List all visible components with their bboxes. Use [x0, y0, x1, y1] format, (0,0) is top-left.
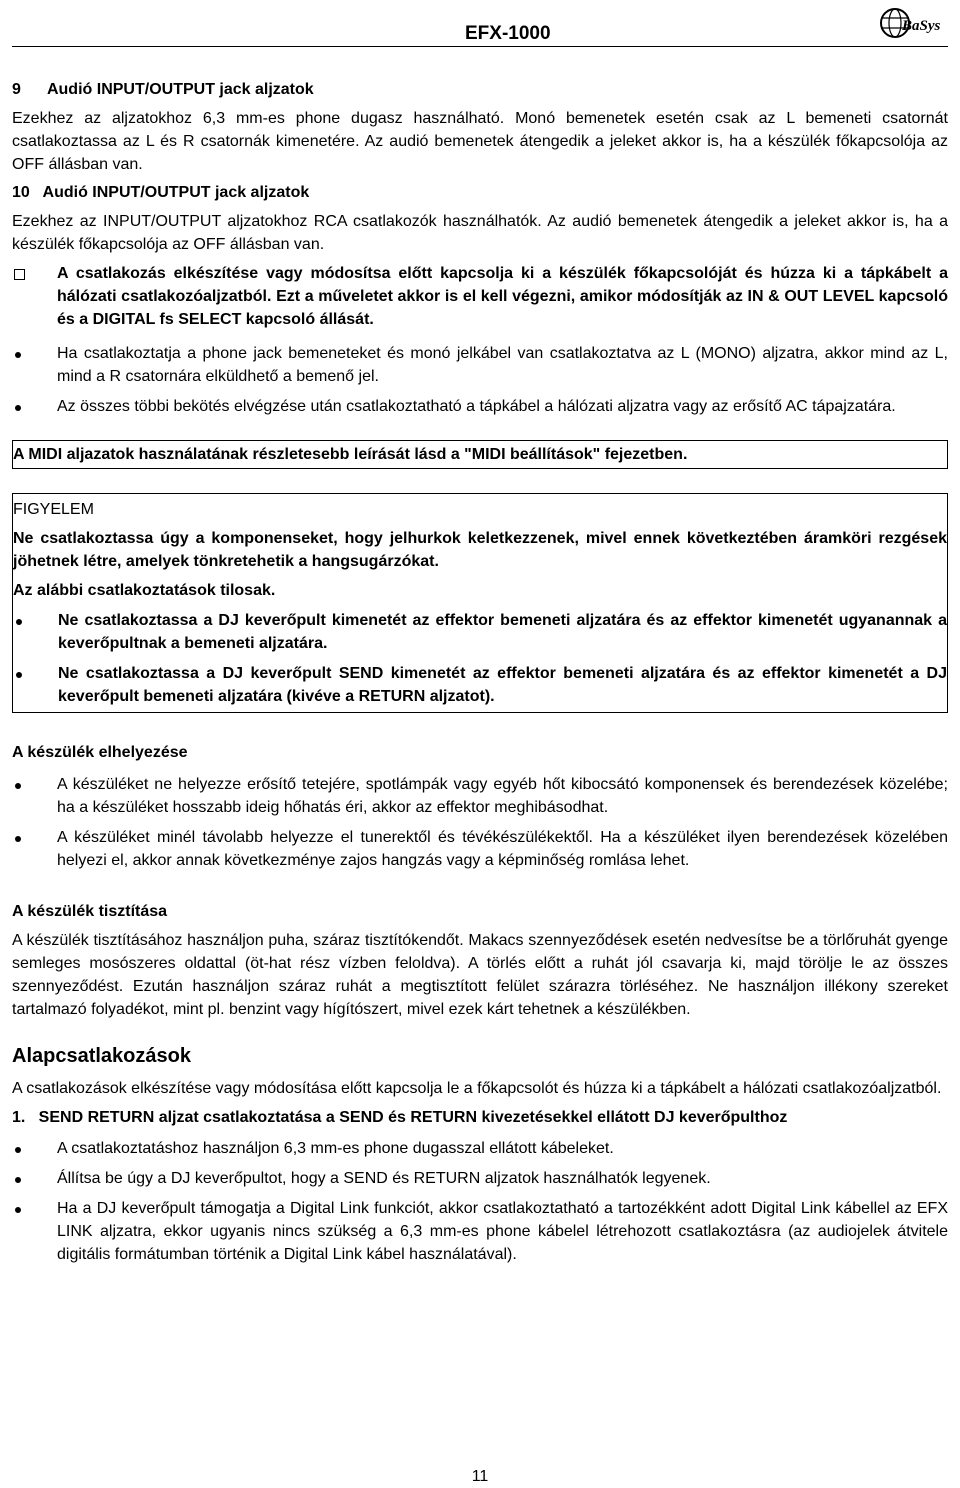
section-10-title: 10 Audió INPUT/OUTPUT jack aljzatok [12, 184, 310, 201]
list-item-text: Ne csatlakoztassa a DJ keverőpult SEND kimenetét az effektor bemeneti aljzatára és az effektor kimenetét a DJ keverőpult bemeneti aljzatára (kivéve a RETURN aljzatot). [58, 665, 947, 705]
bullet-icon [15, 783, 21, 789]
bullet-icon [15, 352, 21, 358]
square-bullet-icon [14, 269, 25, 280]
bullet-icon [15, 405, 21, 411]
list-item [13, 662, 947, 708]
warning-subtitle: Az alábbi csatlakoztatások tilosak. [13, 582, 276, 599]
list-item-text: Állítsa be úgy a DJ keverőpultot, hogy a SEND és RETURN aljzatok használhatók legyenek. [57, 1170, 711, 1187]
list-item-text: Az összes többi bekötés elvégzése után csatlakoztatható a tápkábel a hálózati aljzatra vagy az erősítő AC tápajzatára. [57, 398, 896, 415]
logo-text: BaSys [902, 18, 941, 34]
bullet-icon [16, 619, 22, 625]
section-10-text: Ezekhez az INPUT/OUTPUT aljzatokhoz RCA csatlakozók használhatók. Az audió bemenetek átengedik a jeleket akkor is, ha a készülék főkapcsolója az OFF állásban van. [12, 213, 948, 253]
bullet-icon [15, 1177, 21, 1183]
warning-box [12, 493, 948, 713]
warning-title: FIGYELEM [13, 501, 94, 518]
list-item-text: Ne csatlakoztassa a DJ keverőpult kimenetét az effektor bemeneti aljzatára és az effektor kimenetét ugyanannak a keverőpultnak a bemeneti aljzatára. [58, 612, 947, 652]
warning-text: Ne csatlakoztassa úgy a komponenseket, hogy jelhurkok keletkezzenek, mivel ennek következtében áramköri rezgések jöhetnek létre, amelyek tönkretehetik a hangsugárzókat. [13, 530, 947, 570]
list-item-text: A csatlakoztatáshoz használjon 6,3 mm-es phone dugasszal ellátott kábeleket. [57, 1140, 614, 1157]
bullet-icon [15, 1147, 21, 1153]
midi-note-text: A MIDI aljazatok használatának részletesebb leírását lásd a "MIDI beállítások" fejezetben. [13, 446, 688, 463]
list-item [12, 395, 948, 418]
model-name: EFX-1000 [465, 23, 551, 44]
page-header [12, 0, 948, 47]
page-number: 11 [471, 1468, 489, 1485]
list-item-text: Ha a DJ keverőpult támogatja a Digital Link funkciót, akkor csatlakoztatható a tartozékként adott Digital Link kábellel az EFX LINK aljzatra, ekkor ugyanis nincs szükség a 6,3 mm-es phone kábelel létrehozott csatlakoztásra (az audiojelek átvitele digitális formátumban történik a Digital Link kábel használatával). [57, 1200, 948, 1263]
list-item-text: Ha csatlakoztatja a phone jack bemeneteket és monó jelkábel van csatlakoztatva az L (MONO) aljzatra, akkor mind az L, mind a R csatornára elküldhető a bemenő jel. [57, 345, 948, 385]
cleaning-title: A készülék tisztítása [12, 903, 168, 920]
bullet-icon [15, 836, 21, 842]
warning-bullet-text: A csatlakozás elkészítése vagy módosítsa előtt kapcsolja ki a készülék főkapcsolóját és húzza ki a tápkábelt a hálózati csatlakozóaljzatból. Ezt a műveletet akkor is el kell végezni, amikor módosítják az IN & OUT LEVEL kapcsoló és a DIGITAL fs SELECT kapcsoló állását. [57, 265, 948, 328]
list-item [12, 773, 948, 819]
list-item [13, 609, 947, 655]
basic-connections-title: Alapcsatlakozások [12, 1045, 191, 1067]
bullet-icon [15, 1207, 21, 1213]
basys-logo [878, 6, 956, 40]
section-9-title: 9 Audió INPUT/OUTPUT jack aljzatok [12, 81, 314, 98]
main-content [12, 78, 948, 1266]
bullet-icon [16, 672, 22, 678]
list-item [12, 342, 948, 388]
list-item [12, 826, 948, 872]
basic-subsection-title: 1. SEND RETURN aljzat csatlakoztatása a SEND és RETURN kivezetésekkel ellátott DJ keverőpulthoz [12, 1109, 788, 1126]
basic-connections-text: A csatlakozások elkészítése vagy módosítása előtt kapcsolja le a főkapcsolót és húzza ki a tápkábelt a hálózati csatlakozóaljzatból. [12, 1080, 942, 1097]
placement-title: A készülék elhelyezése [12, 744, 188, 761]
cleaning-text: A készülék tisztításához használjon puha, száraz tisztítókendőt. Makacs szennyeződések esetén nedvesítse be a törlőruhát gyenge semleges mosószeres oldattal (öt-hat rész vízben feloldva). A törlés előtt a ruhát jól csavarja ki, majd törölje le az összes szennyeződést. Ezután használjon száraz ruhát a megtisztított felület szárazra törléséhez. Ne használjon illékony szereket tartalmazó folyadékot, mint pl. benzint vagy hígítószert, mivel ezek kárt tehetnek a készülékben. [12, 932, 948, 1018]
list-item [12, 1137, 948, 1160]
list-item [12, 1167, 948, 1190]
section-9-text: Ezekhez az aljzatokhoz 6,3 mm-es phone dugasz használható. Monó bemenetek esetén csak az L bemeneti csatornát csatlakoztassa az L és R csatornák kimenetére. Az audió bemenetek átengedik a jeleket akkor is, ha a készülék főkapcsolója az OFF állásban van. [12, 110, 948, 173]
midi-note-box [12, 440, 948, 469]
list-item-text: A készüléket ne helyezze erősítő tetejére, spotlámpák vagy egyéb hőt kibocsátó komponensek és berendezések közelébe; ha a készüléket hosszabb ideig hőhatás éri, akkor az effektor meghibásodhat. [57, 776, 948, 816]
list-item [12, 1197, 948, 1266]
warning-bullet [12, 262, 948, 331]
list-item-text: A készüléket minél távolabb helyezze el tunerektől és tévékészülékektől. Ha a készüléket ilyen berendezések közelében helyezi el, akkor annak következménye zajos hangzás vagy a képminőség romlása lehet. [57, 829, 948, 869]
